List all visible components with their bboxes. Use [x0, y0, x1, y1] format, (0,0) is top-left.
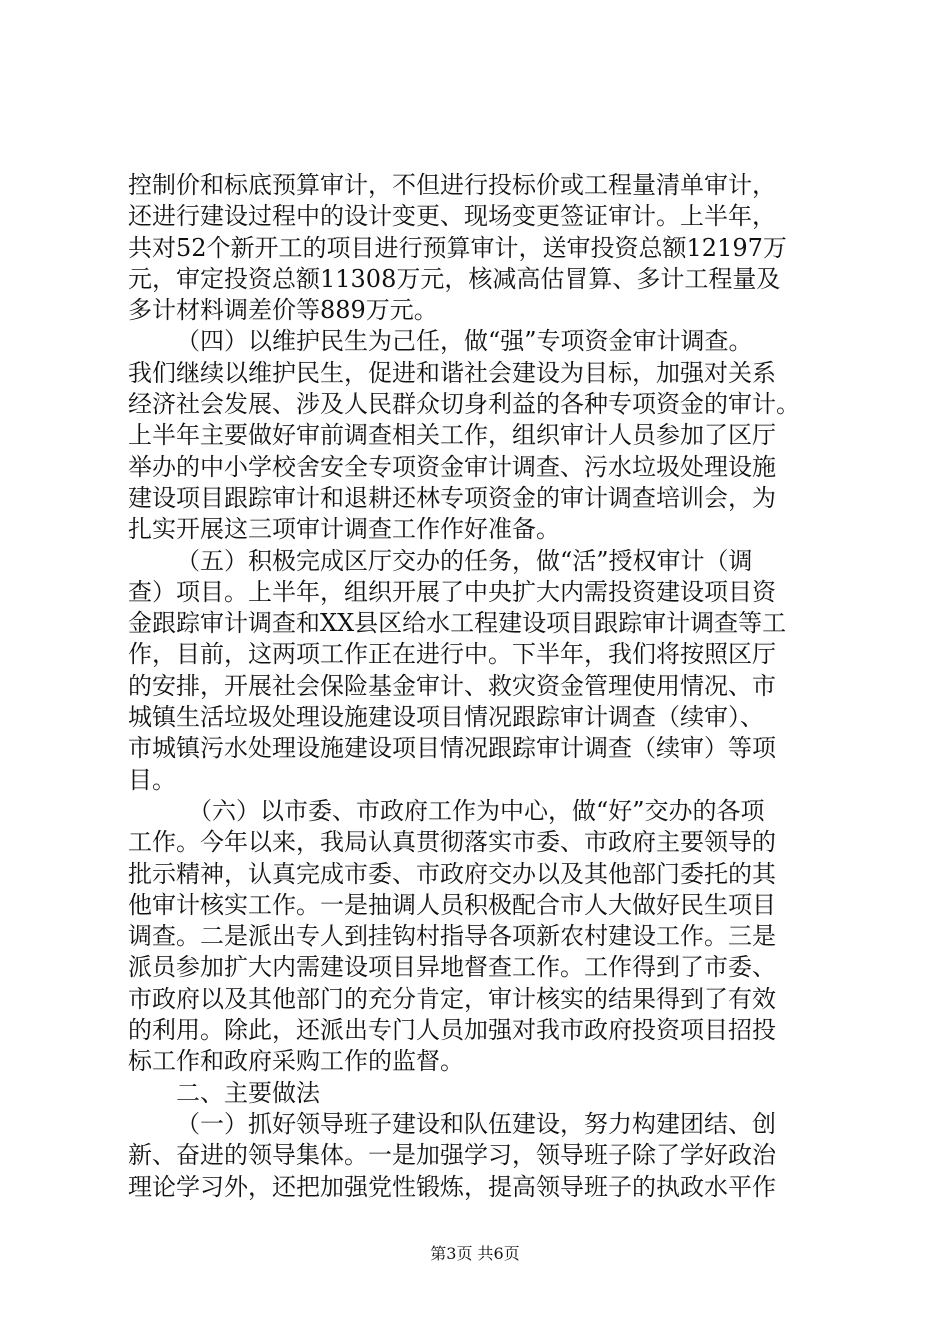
- text-line: 工作。今年以来，我局认真贯彻落实市委、市政府主要领导的: [128, 828, 776, 857]
- text-line: 市城镇污水处理设施建设项目情况跟踪审计调查（续审）等项: [128, 734, 776, 763]
- text-line: 的利用。除此，还派出专门人员加强对我市政府投资项目招投: [128, 1016, 776, 1045]
- text-line: 调查。二是派出专人到挂钩村指导各项新农村建设工作。三是: [128, 922, 776, 951]
- text-line: 标工作和政府采购工作的监督。: [128, 1047, 464, 1076]
- text-line: 多计材料调差价等889万元。: [128, 296, 438, 325]
- text-line: 还进行建设过程中的设计变更、现场变更签证审计。上半年，: [128, 202, 776, 231]
- body-text: [128, 170, 838, 1203]
- paragraph-heading-line: （五）积极完成区厅交办的任务，做“活”授权审计（调: [176, 546, 753, 575]
- text-line: 扎实开展这三项审计调查工作作好准备。: [128, 515, 560, 544]
- text-line: 作，目前，这两项工作正在进行中。下半年，我们将按照区厅: [128, 640, 776, 669]
- text-line: 派员参加扩大内需建设项目异地督查工作。工作得到了市委、: [128, 953, 776, 982]
- text-line: 查）项目。上半年，组织开展了中央扩大内需投资建设项目资: [128, 577, 776, 606]
- text-line: 元，审定投资总额11308万元，核减高估冒算、多计工程量及: [128, 264, 781, 293]
- text-line: 目。: [128, 765, 176, 794]
- text-line: 他审计核实工作。一是抽调人员积极配合市人大做好民生项目: [128, 890, 776, 919]
- section-heading: 二、主要做法: [176, 1078, 320, 1107]
- text-line: 新、奋进的领导集体。一是加强学习，领导班子除了学好政治: [128, 1141, 776, 1170]
- text-line: 的安排，开展社会保险基金审计、救灾资金管理使用情况、市: [128, 671, 776, 700]
- text-line: 理论学习外，还把加强党性锻炼，提高领导班子的执政水平作: [128, 1172, 776, 1201]
- text-line: 上半年主要做好审前调查相关工作，组织审计人员参加了区厅: [128, 421, 776, 450]
- page-number-footer: 第3页 共6页: [430, 1244, 520, 1263]
- text-line: 金跟踪审计调查和XX县区给水工程建设项目跟踪审计调查等工: [128, 609, 787, 638]
- paragraph-heading-line: （六）以市委、市政府工作为中心，做“好”交办的各项: [188, 796, 765, 825]
- text-line: 城镇生活垃圾处理设施建设项目情况跟踪审计调查（续审）、: [128, 703, 764, 732]
- text-line: 建设项目跟踪审计和退耕还林专项资金的审计调查培训会，为: [128, 483, 776, 512]
- text-line: 市政府以及其他部门的充分肯定，审计核实的结果得到了有效: [128, 984, 776, 1013]
- text-line: 共对52个新开工的项目进行预算审计，送审投资总额12197万: [128, 233, 787, 262]
- text-line: 经济社会发展、涉及人民群众切身利益的各种专项资金的审计。: [128, 390, 800, 419]
- paragraph-heading-line: （四）以维护民生为己任，做“强”专项资金审计调查。: [176, 327, 753, 356]
- text-line: 控制价和标底预算审计，不但进行投标价或工程量清单审计，: [128, 171, 776, 199]
- paragraph-heading-line: （一）抓好领导班子建设和队伍建设，努力构建团结、创: [176, 1109, 776, 1138]
- text-line: 我们继续以维护民生，促进和谐社会建设为目标，加强对关系: [128, 358, 776, 387]
- text-line: 举办的中小学校舍安全专项资金审计调查、污水垃圾处理设施: [128, 452, 776, 481]
- text-line: 批示精神，认真完成市委、市政府交办以及其他部门委托的其: [128, 859, 776, 888]
